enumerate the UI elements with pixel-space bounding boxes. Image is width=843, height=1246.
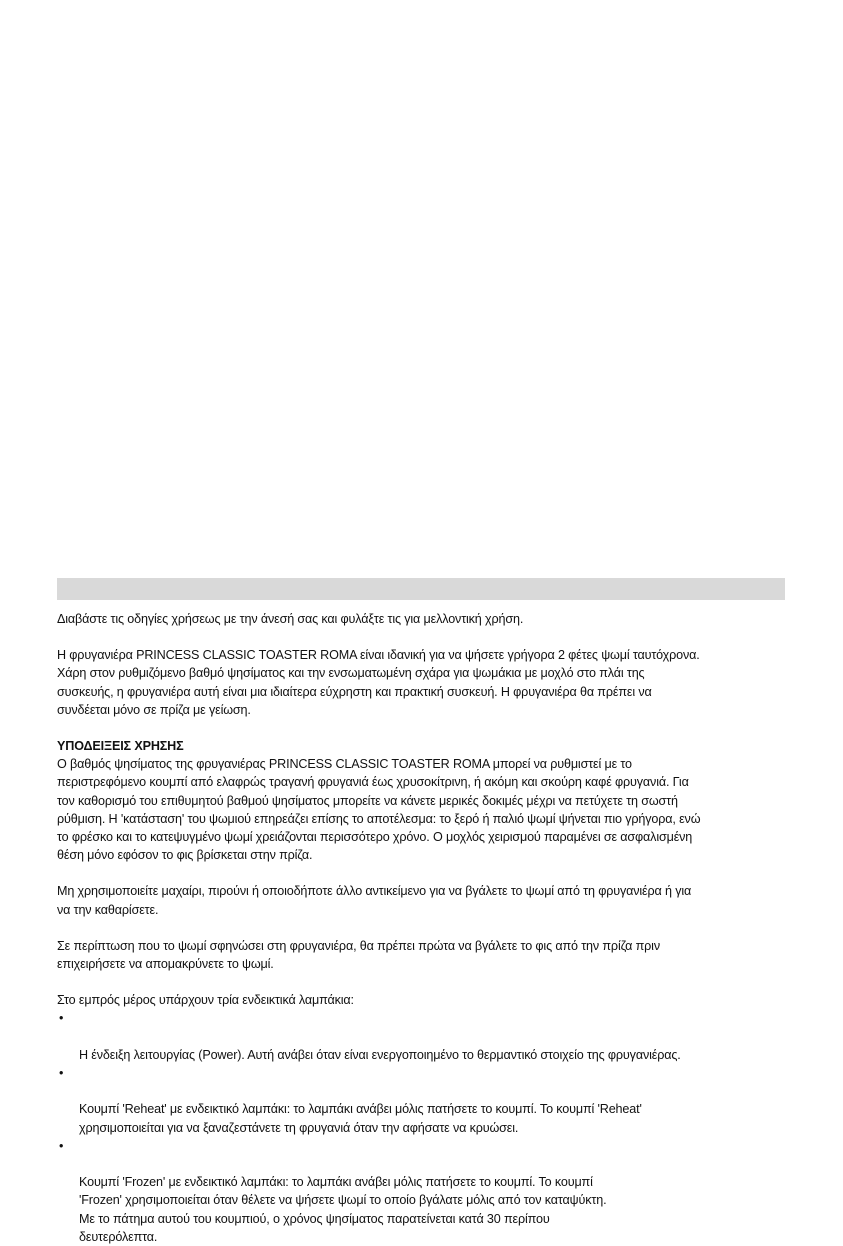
list-item [57, 1009, 792, 1064]
usage-paragraph-no-knife: Μη χρησιμοποιείτε μαχαίρι, πιρούνι ή οποιοδήποτε άλλο αντικείμενο για να βγάλετε το ψωμί από τη φρυγανιέρα ή για να την καθαρίσετε. [57, 884, 692, 917]
list-item [57, 1064, 792, 1137]
list-item-text: Κουμπί 'Reheat' με ενδεικτικό λαμπάκι: το λαμπάκι ανάβει μόλις πατήσετε το κουμπί. Το κουμπί 'Reheat' χρησιμοποιείται για να ξαναζεστάνετε τη φρυγανιά όταν την αφήσατε να κρυώσει. [79, 1102, 642, 1135]
list-item-text: Κουμπί 'Frozen' με ενδεικτικό λαμπάκι: το λαμπάκι ανάβει μόλις πατήσετε το κουμπί. Το κουμπί 'Frozen' χρησιμοποιείται όταν θέλετε να ψήσετε ψωμί το οποίο βγάλατε μόλις από τον καταψύκτη. Με το πάτημα αυτού του κουμπιού, ο χρόνος ψησίματος παρατείνεται κατά 30 περίπου δευτερόλεπτα. [79, 1175, 607, 1244]
bullet-icon: • [59, 1011, 64, 1026]
usage-heading: ΥΠΟΔΕΙΞΕΙΣ ΧΡΗΣΗΣ [57, 739, 184, 754]
usage-paragraph-browning: Ο βαθμός ψησίματος της φρυγανιέρας PRINCESS CLASSIC TOASTER ROMA μπορεί να ρυθμιστεί με το περιστρεφόμενο κουμπί από ελαφρώς τραγανή φρυγανιά έως χρυσοκίτρινη, ή ακόμη και σκούρη καφέ φρυγανιά. Για τον καθορισμό του επιθυμητού βαθμού ψησίματος μπορείτε να κάνετε μερικές δοκιμές μέχρι να πετύχετε τη σωστή ρύθμιση. Η 'κατάσταση' του ψωμιού επηρεάζει επίσης το αποτέλεσμα: το ξερό ή παλιό ψωμί ψήνεται πιο γρήγορα, ενώ το φρέσκο και το κατεψυγμένο ψωμί χρειάζονται περισσότερο χρόνο. Ο μοχλός χειρισμού παραμένει σε ασφαλισμένη θέση μόνο εφόσον το φις βρίσκεται στην πρίζα. [57, 757, 701, 863]
intro-paragraph: Διαβάστε τις οδηγίες χρήσεως με την άνεσή σας και φυλάξτε τις για μελλοντική χρήση. [57, 612, 524, 626]
description-paragraph: Η φρυγανιέρα PRINCESS CLASSIC TOASTER ROMA είναι ιδανική για να ψήσετε γρήγορα 2 φέτες ψωμί ταυτόχρονα. Χάρη στον ρυθμιζόμενο βαθμό ψησίματος και την ενσωματωμένη σχάρα για ψωμάκια με μοχλό στο πλάι της συσκευής, η φρυγανιέρα αυτή είναι μια ιδιαίτερα εύχρηστη και πρακτική συσκευή. Η φρυγανιέρα θα πρέπει να συνδέεται μόνο σε πρίζα με γείωση. [57, 648, 700, 717]
bullet-icon: • [59, 1138, 64, 1153]
indicator-lights-list [57, 1009, 792, 1246]
bullet-icon: • [59, 1066, 64, 1081]
indicator-lights-intro: Στο εμπρός μέρος υπάρχουν τρία ενδεικτικά λαμπάκια: [57, 993, 354, 1008]
document-body [57, 610, 792, 1246]
usage-paragraph-stuck-bread: Σε περίπτωση που το ψωμί σφηνώσει στη φρυγανιέρα, θα πρέπει πρώτα να βγάλετε το φις από την πρίζα πριν επιχειρήσετε να απομακρύνετε το ψωμί. [57, 938, 660, 972]
list-item [57, 1137, 792, 1246]
list-item-text: Η ένδειξη λειτουργίας (Power). Αυτή ανάβει όταν είναι ενεργοποιημένο το θερμαντικό στοιχείο της φρυγανιέρας. [79, 1047, 681, 1062]
section-header-bar [57, 578, 785, 600]
